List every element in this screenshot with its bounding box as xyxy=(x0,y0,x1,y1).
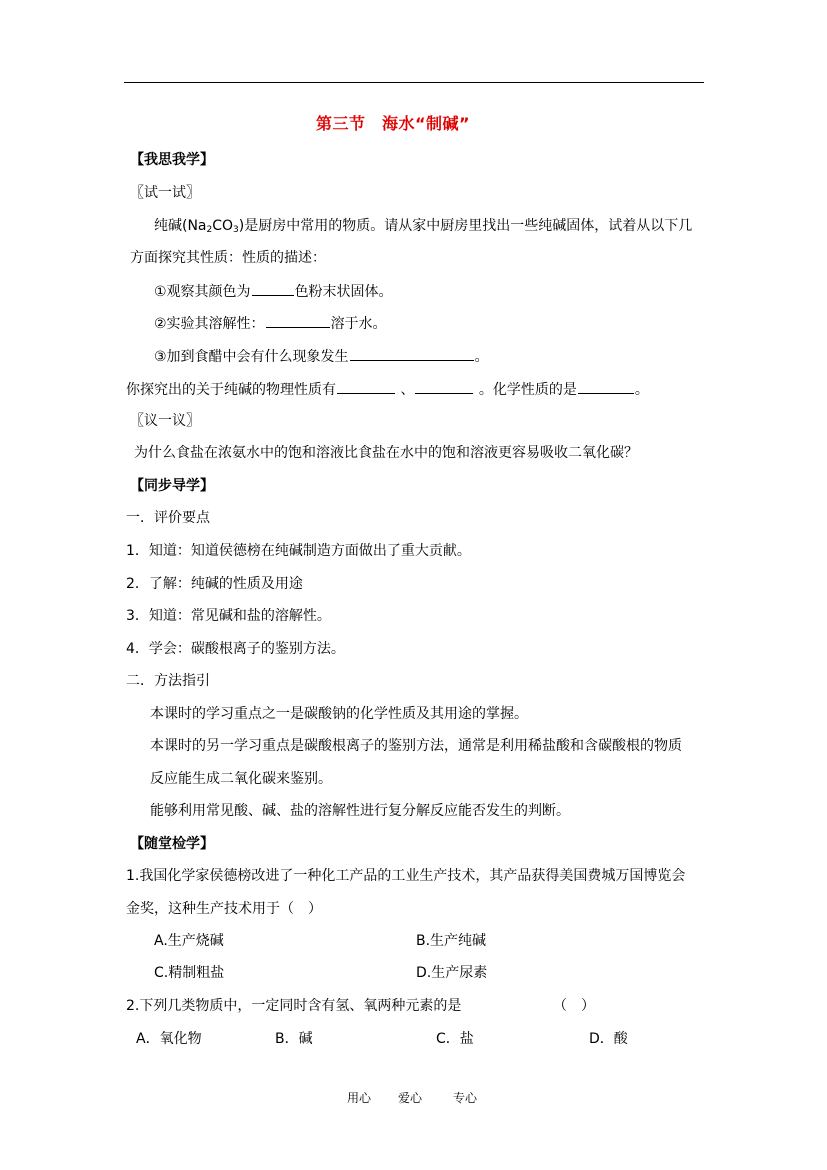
question-1-option-b[interactable]: B.生产纯碱 xyxy=(416,933,487,949)
question-2-option-d[interactable]: D．酸 xyxy=(589,1031,628,1047)
question-1-stem-line2: 金奖，这种生产技术用于（ ） xyxy=(126,901,322,917)
eval-point: 1．知道：知道侯德榜在纯碱制造方面做出了重大贡献。 xyxy=(126,543,471,559)
method-text: 反应能生成二氧化碳来鉴别。 xyxy=(150,771,332,787)
eval-point: 2．了解：纯碱的性质及用途 xyxy=(126,576,303,592)
answer-blank[interactable] xyxy=(578,380,634,394)
section-heading-tongbu: 【同步导学】 xyxy=(130,478,214,494)
eval-point: 4．学会：碳酸根离子的鉴别方法。 xyxy=(126,641,345,657)
method-text: 本课时的另一学习重点是碳酸根离子的鉴别方法，通常是利用稀盐酸和含碳酸根的物质 xyxy=(150,738,682,754)
explore-summary: 你探究出的关于纯碱的物理性质有 、 。化学性质的是 。 xyxy=(126,382,649,398)
footer-text: 用心 xyxy=(347,1091,372,1105)
method-heading: 二．方法指引 xyxy=(126,673,210,689)
footer-text: 专心 xyxy=(453,1091,478,1105)
answer-blank[interactable] xyxy=(350,347,474,361)
answer-blank[interactable] xyxy=(252,282,294,296)
footer-text: 爱心 xyxy=(398,1091,423,1105)
item-color: ①观察其颜色为 色粉末状固体。 xyxy=(154,284,393,300)
subheading-shiyishi: 〖试一试〗 xyxy=(130,185,200,201)
answer-blank[interactable] xyxy=(415,380,473,394)
eval-point: 3．知道：常见碱和盐的溶解性。 xyxy=(126,608,331,624)
question-2-option-a[interactable]: A．氧化物 xyxy=(136,1031,202,1047)
header-rule xyxy=(124,82,704,83)
question-2-answer-paren[interactable]: （ ） xyxy=(553,998,595,1014)
question-2-option-c[interactable]: C．盐 xyxy=(436,1031,474,1047)
question-1-option-d[interactable]: D.生产尿素 xyxy=(416,965,488,981)
question-1-option-a[interactable]: A.生产烧碱 xyxy=(154,933,224,949)
subheading-yiyiyi: 〖议一议〗 xyxy=(130,413,200,429)
method-text: 本课时的学习重点之一是碳酸钠的化学性质及其用途的掌握。 xyxy=(150,706,528,722)
intro-paragraph-line2: 方面探究其性质：性质的描述： xyxy=(130,250,326,266)
question-2-option-b[interactable]: B．碱 xyxy=(275,1031,313,1047)
answer-blank[interactable] xyxy=(266,314,330,328)
section-heading-wosi: 【我思我学】 xyxy=(130,152,214,168)
item-solubility: ②实验其溶解性： 溶于水。 xyxy=(154,316,387,332)
item-vinegar: ③加到食醋中会有什么现象发生 。 xyxy=(154,349,489,365)
answer-blank[interactable] xyxy=(337,380,395,394)
question-1-stem-line1: 1.我国化学家侯德榜改进了一种化工产品的工业生产技术，其产品获得美国费城万国博览会 xyxy=(126,868,686,884)
method-text: 能够利用常见酸、碱、盐的溶解性进行复分解反应能否发生的判断。 xyxy=(150,803,570,819)
question-1-option-c[interactable]: C.精制粗盐 xyxy=(154,965,225,981)
discussion-question: 为什么食盐在浓氨水中的饱和溶液比食盐在水中的饱和溶液更容易吸收二氧化碳？ xyxy=(134,445,638,461)
page-title: 第三节 海水“制碱” xyxy=(316,114,471,133)
question-2-stem: 2.下列几类物质中，一定同时含有氢、氧两种元素的是 xyxy=(126,998,462,1014)
intro-paragraph-line1: 纯碱$(Na_2CO_3)$是厨房中常用的物质。请从家中厨房里找出一些纯碱固体，试着从以下几 xyxy=(154,218,693,235)
eval-heading: 一．评价要点 xyxy=(126,510,210,526)
section-heading-suitang: 【随堂检学】 xyxy=(130,836,214,852)
